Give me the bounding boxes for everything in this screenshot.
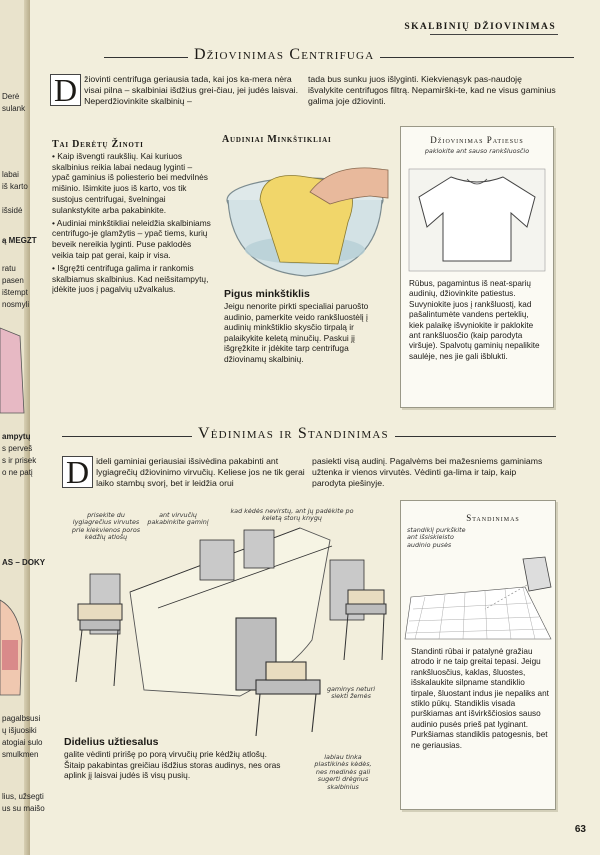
section-title: Vėdinimas ir Standinimas	[192, 425, 395, 443]
intro-text: pasiekti visą audinį. Pagalvėms bei mažesniems gaminiams užtenka ir vienos virvutės. Vėdinti ga-lima ir taip, kaip parodyta piešinyje.	[312, 456, 543, 488]
left-page-text: atogiai sulo	[2, 738, 43, 747]
caption-title: Didelius užtiesalus	[64, 736, 159, 748]
intro-column	[62, 456, 306, 489]
left-page-text: smulkmen	[2, 750, 39, 759]
adjacent-page-edge	[0, 0, 46, 855]
softeners-heading: Audiniai Minkštikliai	[222, 134, 332, 145]
intro-text: ideli gaminiai geriausiai išsivėdina pakabinti ant lygiagrečių džiovinimo virvučių. Keliese jos ne tik gerai laiko stambų svorį, bet ir leidžia orui	[96, 456, 305, 488]
left-page-text: iš karto	[2, 182, 28, 191]
left-page-text: AS – DOKY	[2, 558, 46, 567]
left-page-text: išsidė	[2, 206, 23, 215]
intro-column	[50, 74, 302, 107]
left-page-text: s perveš	[2, 444, 33, 453]
caption-title: Pigus minkštiklis	[224, 288, 310, 300]
running-head: SKALBINIŲ DŽIOVINIMAS	[404, 22, 556, 32]
left-page-text: s ir prisek	[2, 456, 37, 465]
left-page-text: labai	[2, 170, 19, 179]
bowl-illustration	[220, 152, 390, 284]
flat-dry-box	[400, 126, 554, 408]
tip-paragraph: • Išgręžti centrifuga galima ir rankomis skalbiamus skalbinius. Kad neišsitampytų, įdėkite juos į pagalvių užvalkalus.	[52, 262, 209, 295]
tips-heading: Tai Derėtų Žinoti	[52, 139, 144, 150]
page-number: 63	[574, 824, 586, 835]
sweater-on-towel-illustration	[407, 167, 547, 273]
illustration-label: standiklį purkškite ant išsiskleisto audinio pusės	[407, 526, 466, 549]
drop-cap: D	[50, 74, 81, 106]
drop-cap: D	[62, 456, 93, 488]
box-title: Džiovinimas Patiesus	[430, 135, 524, 145]
left-page-text: us su maišo	[2, 804, 45, 813]
hands-illustration-fragment	[0, 580, 26, 700]
left-page-text: o ne patį	[2, 468, 33, 477]
tip-paragraph: • Audiniai minkštikliai neleidžia skalbiniams centrifugo-je glamžytis – ypač tiems, kurių beveik nereikia lyginti. Puse paklodės veikia taip pat gerai, kaip ir visa.	[52, 217, 211, 260]
left-page-text: Derė	[2, 92, 20, 101]
illustration-label: gaminys neturi siekti žemės	[326, 685, 376, 701]
illustration-label: ant virvučių pakabinkite gaminį	[147, 511, 209, 527]
illustration-label: paklokite ant sauso rankšluosčio	[424, 147, 530, 155]
spray-illustration	[405, 557, 551, 639]
box-title: Standinimas	[466, 513, 520, 523]
illustration-label: prisekite du lygiagrečius virvutes prie kiekvienos poros kėdžių atlošų	[71, 511, 141, 542]
left-page-text: ą MEGZT	[2, 236, 37, 245]
left-page-text: pagalbsusi	[2, 714, 41, 723]
illustration-label: labiau tinka plastikinės kėdės, nes medinės gali sugerti drėgnus skalbinius	[314, 753, 372, 791]
section-title: Džiovinimas Centrifuga	[188, 46, 380, 64]
divider	[430, 34, 558, 35]
stiffening-caption: Standinti rūbai ir patalynė gražiau atrodo ir ne taip greitai tepasi. Jeigu rankšluosčius, kaklas, šluostes, išskalaukite silpname standiklio tirpale, šluostant indus jie nepaliks ant stiklo pūkų. Standiklis visada purškiamas ant išvirkščiosios sauso audinio pusės prieš pat lyginant. Purkšiamas standiklis patogesnis, bet ne geriausias.	[411, 647, 549, 750]
tip-paragraph: • Kaip išvengti raukšlių. Kai kuriuos skalbinius reikia labai nedaug lyginti – ypač gaminius iš poliesterio bei medvilnės mišinio. Išimkite juos iš karto, vos tik sustojus centrifugai, švelningai sulankstykite arba pakabinkite.	[52, 150, 208, 215]
intro-text: tada bus sunku juos išlyginti. Kiekvienąsyk pas-naudoję išvalykite centrifugos filtrą. Nepamirški-te, kad ne visus gaminius galima joje džiovinti.	[308, 74, 556, 106]
large-throws-caption: galite vėdinti pririšę po porą virvučių prie kėdžių atlošų. Šitaip pakabintas greičiau išdžius storas audinys, nes oras aplink jį laisvai judės iš visų pusių.	[64, 749, 281, 781]
left-page-text: ų išjuosiki	[2, 726, 37, 735]
tips-column	[52, 140, 212, 295]
sweater-illustration-fragment	[0, 318, 26, 418]
left-page-text: lius, užsegti	[2, 792, 44, 801]
left-page-text: ampytų	[2, 432, 31, 441]
intro-text: žiovinti centrifuga geriausia tada, kai jos ka-mera nėra visai pilna – skalbiniai išdžius grei-čiau, jei judės laisvai. Neperdžiovinkite skalbinių –	[84, 74, 299, 106]
left-page-text: ištempt	[2, 288, 28, 297]
left-page-text: pasen	[2, 276, 24, 285]
left-page-text: ratu	[2, 264, 16, 273]
flat-dry-caption: Rūbus, pagamintus iš neat-sparių audinių, džiovinkite patiestus. Suvyniokite juos į rankšluostį, kad pašalintumėte vandens perteklių, kiek palaikę išvyniokite ir paklokite ant rankšluosčio (kaip parodyta viršuje). Spalvotų gaminių nepalikite saulėje, nes jie gali išblukti.	[409, 279, 540, 361]
softener-caption: Jeigu nenorite pirkti specialiai paruošto audinio, pamerkite veido rankšluostėlį į audinių minkštiklio skysčio tirpalą ir palaikykite keletą minučių. Paskui jį išgręžkite ir įdėkite tarp centrifuga džiovinamų skalbinių.	[224, 301, 369, 364]
left-page-text: sulank	[2, 104, 26, 113]
stiffening-box	[400, 500, 556, 810]
left-page-text: nosmyli	[2, 300, 30, 309]
illustration-label: kad kėdės nevirstų, ant jų padėkite po keletą storų knygų	[230, 507, 354, 523]
